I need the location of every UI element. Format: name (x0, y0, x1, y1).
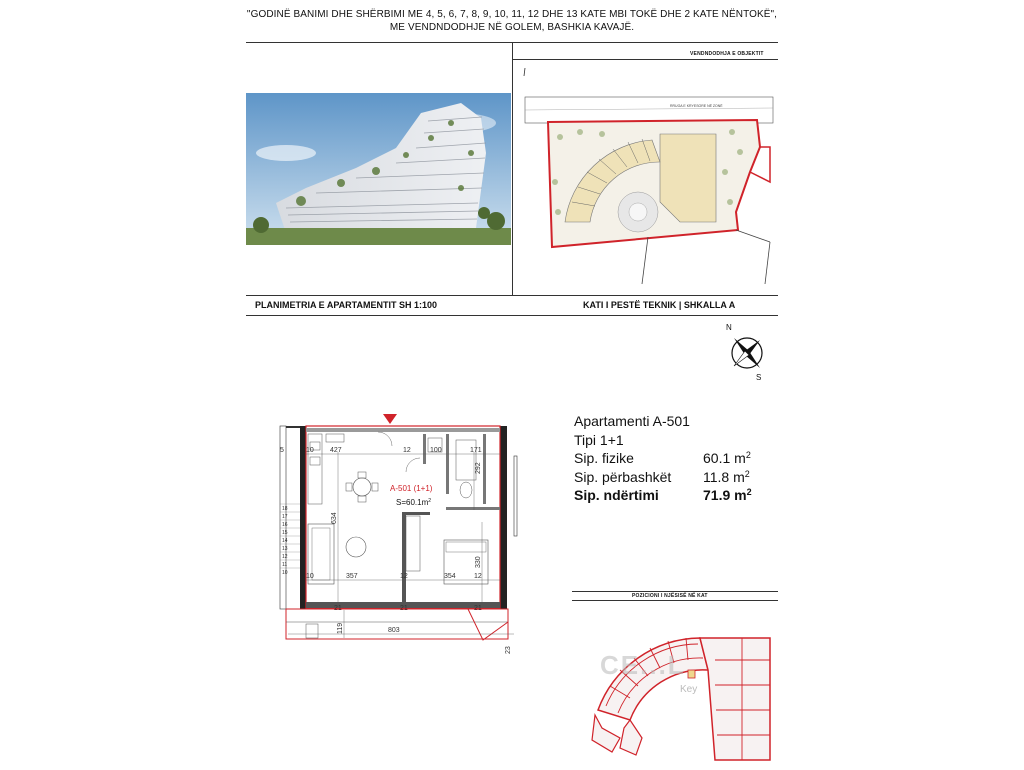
floor-plan (278, 412, 528, 662)
stair-number: 14 (282, 538, 288, 544)
area-value (703, 449, 751, 468)
unit-label: A-501 (1+1) (390, 484, 433, 493)
area-value (703, 468, 750, 487)
unit-area-sup: 2 (428, 498, 432, 504)
area-row-built (574, 486, 752, 505)
plan-header-left: PLANIMETRIA E APARTAMENTIT SH 1:100 (255, 300, 438, 310)
site-label-line (513, 59, 778, 60)
stair-number: 17 (282, 514, 288, 520)
area-label: Sip. përbashkët (574, 468, 672, 485)
watermark-text: CE...L (600, 650, 686, 680)
dim-330: 330 (475, 556, 482, 568)
dim-803: 803 (388, 627, 400, 634)
dim-5: 5 (280, 447, 284, 454)
area-unit-sup: 2 (745, 450, 751, 460)
dim-357: 357 (346, 573, 358, 580)
dim-21: 21 (400, 605, 408, 612)
stair-number: 18 (282, 506, 288, 512)
area-label: Sip. ndërtimi (574, 487, 659, 503)
area-label: Sip. fizike (574, 450, 634, 466)
stair-number: 15 (282, 530, 288, 536)
area-unit-sup: 2 (744, 468, 750, 479)
dim-119: 119 (337, 622, 344, 634)
keyplan-label: POZICIONI I NJËSISË NË KAT (632, 593, 708, 599)
stair-number: 10 (282, 570, 288, 576)
stair-number: 13 (282, 546, 288, 552)
dim-171: 171 (470, 447, 482, 454)
title-line-2: ME VENDNDODHJE NË GOLEM, BASHKIA KAVAJË. (389, 22, 635, 33)
apartment-name: Apartamenti A-501 (574, 413, 690, 429)
dim-354: 354 (444, 573, 456, 580)
area-unit-sup: 2 (746, 487, 752, 497)
compass-south-label: S (756, 373, 762, 382)
keyplan-label-bottom-line (572, 600, 778, 601)
plan-header-right: KATI I PESTË TEKNIK | SHKALLA A (583, 300, 736, 310)
dim-21: 21 (334, 605, 342, 612)
dim-10: 10 (306, 447, 314, 454)
dim-100: 100 (430, 447, 442, 454)
stair-number: 16 (282, 522, 288, 528)
document-title (200, 8, 824, 34)
dim-12: 12 (403, 447, 411, 454)
plan-header-bottom-line (246, 315, 778, 316)
dim-634: 634 (331, 512, 338, 524)
floor-plan-drawing (278, 412, 528, 662)
compass-icon (722, 320, 772, 382)
plan-header-top-line (246, 295, 778, 296)
stair-number: 12 (282, 554, 288, 560)
frame-divider (512, 42, 513, 295)
title-line-1: "GODINË BANIMI DHE SHËRBIMI ME 4, 5, 6, 7, 8, 9, 10, 11, 12 DHE 13 KATE MBI TOKË DHE 2 KATE NËNTOKË", (246, 9, 778, 20)
dim-427: 427 (330, 447, 342, 454)
apartment-info (574, 412, 752, 505)
unit-area-text: S=60.1m (396, 498, 429, 507)
site-plan-drawing (520, 62, 778, 294)
site-plan (520, 62, 778, 294)
compass-north-label: N (726, 323, 732, 332)
building-render (246, 93, 511, 245)
area-row-physical (574, 449, 751, 468)
watermark-logo (600, 650, 686, 681)
road-label: RRUGA E KRYESORE NË ZONË (670, 104, 723, 108)
site-panel-label: VENDNDODHJA E OBJEKTIT (690, 51, 764, 57)
area-value (703, 486, 752, 505)
dim-23: 23 (505, 646, 512, 654)
dim-12: 12 (474, 573, 482, 580)
area-number: 11.8 m (703, 468, 745, 485)
dim-21: 21 (474, 605, 482, 612)
apartment-type: Tipi 1+1 (574, 431, 624, 448)
dim-12: 12 (400, 573, 408, 580)
area-number: 71.9 m (703, 487, 747, 503)
watermark-subtext: Key (680, 684, 698, 695)
building-render-image (246, 93, 511, 245)
unit-area (396, 498, 431, 507)
area-number: 60.1 m (703, 450, 746, 466)
dim-292: 292 (475, 462, 482, 474)
keyplan-label-top-line (572, 591, 778, 592)
area-row-common (574, 468, 750, 487)
stair-number: 11 (282, 562, 288, 568)
north-arrow (722, 320, 772, 382)
dim-10: 10 (306, 573, 314, 580)
